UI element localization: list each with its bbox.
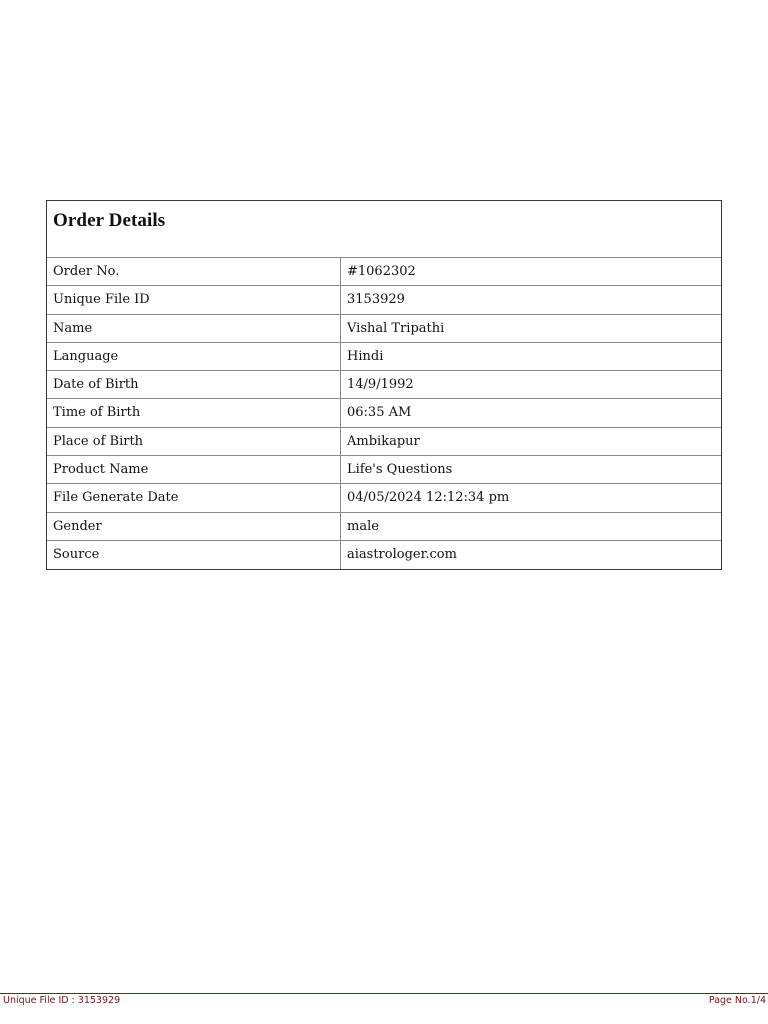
row-value: Ambikapur <box>347 433 420 449</box>
table-row-order-no <box>47 258 721 286</box>
table-row-time-of-birth <box>47 399 721 427</box>
row-value: aiastrologer.com <box>347 546 457 562</box>
table-row-place-of-birth <box>47 428 721 456</box>
table-row-product-name <box>47 456 721 484</box>
order-details-table <box>46 200 722 570</box>
row-label: Language <box>47 343 341 370</box>
table-row-name <box>47 315 721 343</box>
row-value: Hindi <box>347 348 384 364</box>
footer-page-number: Page No.1/4 <box>708 995 766 1006</box>
row-label: File Generate Date <box>47 484 341 511</box>
row-label: Place of Birth <box>47 428 341 455</box>
row-value: 3153929 <box>347 292 405 308</box>
table-row-language <box>47 343 721 371</box>
row-value: 06:35 AM <box>347 405 412 421</box>
table-row-gender <box>47 513 721 541</box>
row-value: male <box>347 518 379 534</box>
row-label: Order No. <box>47 258 341 285</box>
row-value: Vishal Tripathi <box>347 320 445 336</box>
row-label: Time of Birth <box>47 399 341 426</box>
table-row-date-of-birth <box>47 371 721 399</box>
table-row-source <box>47 541 721 569</box>
row-label: Gender <box>47 513 341 540</box>
order-details-title: Order Details <box>47 201 721 258</box>
row-value: #1062302 <box>347 264 416 279</box>
row-label: Name <box>47 315 341 342</box>
row-value: Life's Questions <box>347 462 453 478</box>
row-label: Source <box>47 541 341 569</box>
row-value: 04/05/2024 12:12:34 pm <box>347 490 510 506</box>
table-row-file-generate-date <box>47 484 721 512</box>
footer-unique-file-id: Unique File ID : 3153929 <box>3 995 121 1006</box>
row-label: Unique File ID <box>47 286 341 313</box>
row-value: 14/9/1992 <box>347 377 414 393</box>
row-label: Product Name <box>47 456 341 483</box>
row-label: Date of Birth <box>47 371 341 398</box>
table-row-unique-file-id <box>47 286 721 314</box>
footer-divider <box>0 993 768 994</box>
